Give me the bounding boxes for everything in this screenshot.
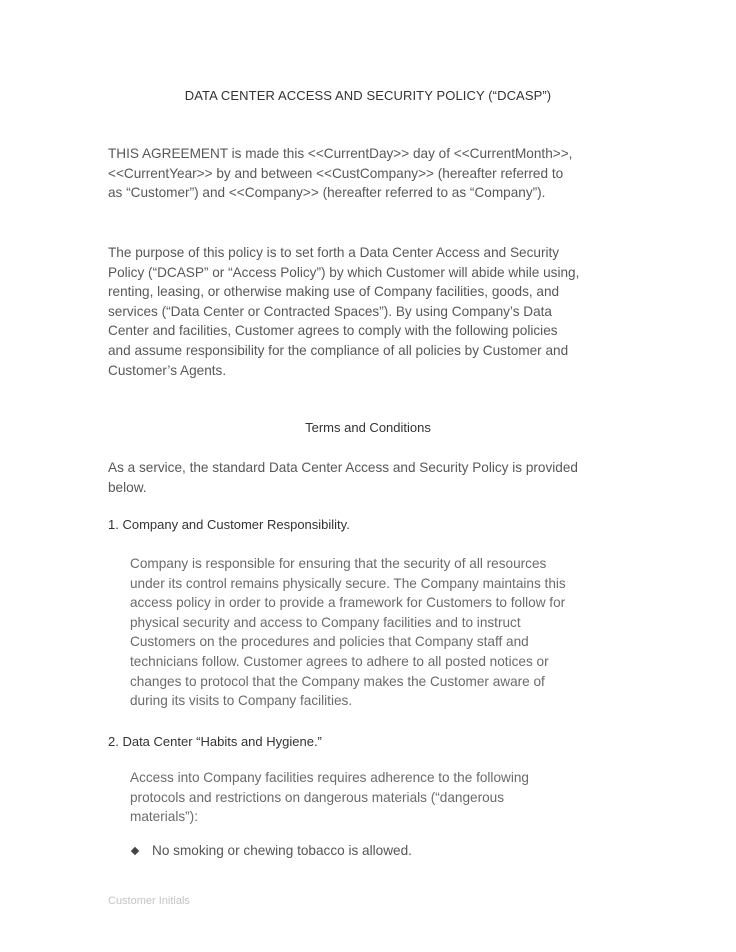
document-title: DATA CENTER ACCESS AND SECURITY POLICY (“DCASP”) [184,88,552,103]
section-2-line: protocols and restrictions on dangerous materials (“dangerous [130,789,505,805]
section-2-heading: 2. Data Center “Habits and Hygiene.” [108,734,322,749]
purpose-line: services (“Data Center or Contracted Spaces”). By using Company’s Data [108,303,552,319]
purpose-line: Center and facilities, Customer agrees to comply with the following policies [108,323,558,339]
section-1-body [130,554,630,711]
section-1-line: under its control remains physically secure. The Company maintains this [130,575,566,591]
terms-heading: Terms and Conditions [305,420,431,435]
section-1-line: technicians follow. Customer agrees to adhere to all posted notices or [130,653,549,669]
section-1-line: during its visits to Company facilities. [130,693,353,709]
purpose-line: and assume responsibility for the compliance of all policies by Customer and [108,342,569,358]
section-1-line: Customers on the procedures and policies that Company staff and [130,634,529,650]
section-1-line: physical security and access to Company facilities and to instruct [130,614,521,630]
bullet-list-item [130,843,412,858]
agreement-line: <<CurrentYear>> by and between <<CustCompany>> (hereafter referred to [108,165,564,181]
agreement-line: as “Customer”) and <<Company>> (hereafter referred to as “Company”). [108,185,546,201]
diamond-bullet-icon [131,846,139,854]
purpose-paragraph [108,243,628,380]
section-1-heading: 1. Company and Customer Responsibility. [108,517,350,532]
bullet-text: No smoking or chewing tobacco is allowed. [152,843,412,858]
agreement-paragraph [108,144,628,203]
purpose-line: Policy (“DCASP” or “Access Policy”) by which Customer will abide while using, [108,264,580,280]
customer-initials-footer: Customer Initials [108,895,190,907]
section-2-line: materials”): [130,809,198,825]
service-paragraph [108,458,628,497]
section-1-line: access policy in order to provide a framework for Customers to follow for [130,595,566,611]
section-2-body [130,768,630,827]
section-2-line: Access into Company facilities requires adherence to the following [130,770,529,785]
service-line: below. [108,479,147,495]
purpose-line: renting, leasing, or otherwise making use of Company facilities, goods, and [108,284,560,300]
service-line: As a service, the standard Data Center Access and Security Policy is provided [108,460,578,475]
section-1-line: Company is responsible for ensuring that the security of all resources [130,556,547,571]
purpose-line: Customer’s Agents. [108,362,227,378]
purpose-line: The purpose of this policy is to set forth a Data Center Access and Security [108,245,560,260]
agreement-line: THIS AGREEMENT is made this <<CurrentDay>> day of <<CurrentMonth>>, [108,146,573,161]
section-1-line: changes to protocol that the Company makes the Customer aware of [130,673,545,689]
